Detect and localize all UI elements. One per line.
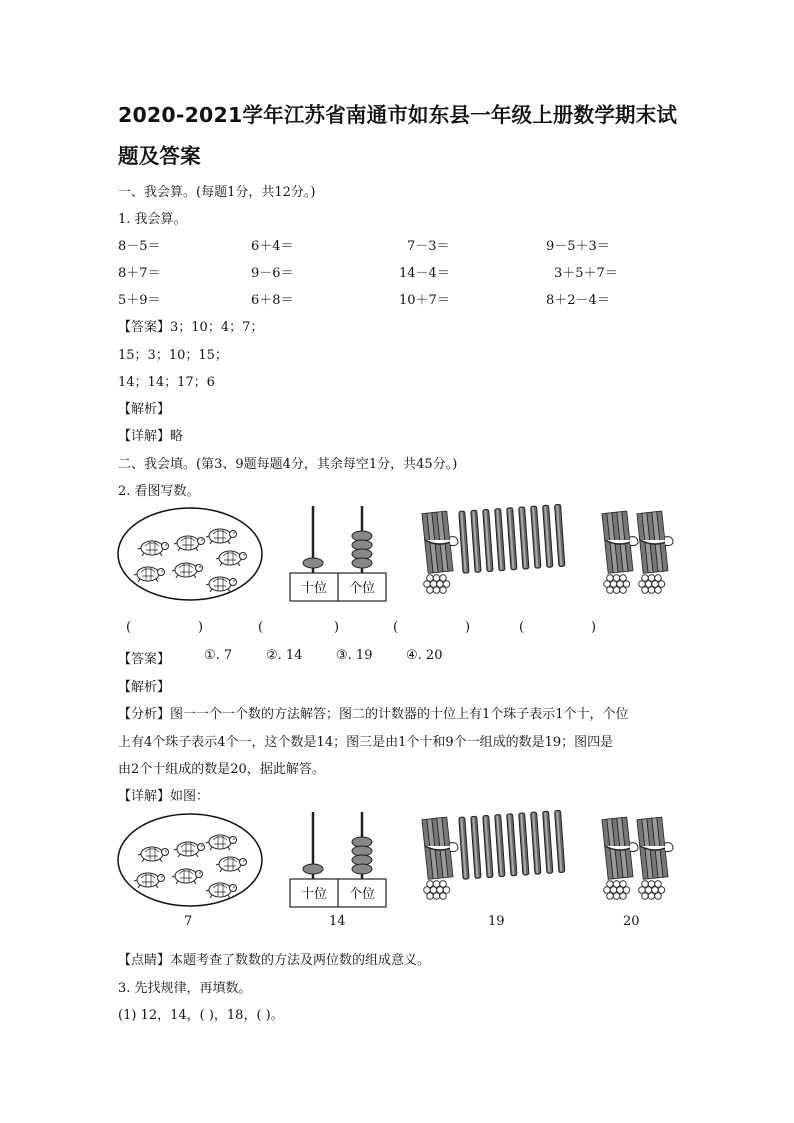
equation: 6＋8＝ xyxy=(251,293,294,308)
answer-line: 14；14；17；6 xyxy=(118,375,215,390)
question-1-label: 1. 我会算。 xyxy=(118,212,187,227)
equation: 6＋4＝ xyxy=(251,239,294,254)
detail-line xyxy=(118,785,209,804)
dianjing-tag: 【点睛】 xyxy=(118,953,171,968)
fenxi-line: 由2个十组成的数是20，据此解答。 xyxy=(118,762,325,777)
fenxi-line xyxy=(118,703,629,722)
abacus-label-tens: 十位 xyxy=(300,887,328,902)
abacus-label-ones: 个位 xyxy=(348,887,376,902)
answer-3: ③. 19 xyxy=(336,648,373,663)
figure-number-2: 14 xyxy=(329,914,346,929)
figure-number-1: 7 xyxy=(184,914,193,929)
section-1-heading: 一、我会算。(每题1分，共12分。) xyxy=(118,185,316,200)
figure-number-3: 19 xyxy=(488,914,505,929)
detail-tag: 【详解】 xyxy=(118,429,171,444)
equation: 9－6＝ xyxy=(251,266,294,281)
equation: 8＋7＝ xyxy=(118,266,161,281)
equation: 14－4＝ xyxy=(399,266,450,281)
answer-4: ④. 20 xyxy=(406,648,443,663)
figure-number-4: 20 xyxy=(623,914,640,929)
blank-1-left: ( xyxy=(126,620,132,635)
abacus-label-ones: 个位 xyxy=(348,581,376,596)
abacus-label-tens: 十位 xyxy=(300,581,328,596)
blank-1-right: ) xyxy=(198,620,204,635)
fenxi-text: 图一一个一个数的方法解答；图二的计数器的十位上有1个珠子表示1个十，个位 xyxy=(170,707,629,722)
fenxi-line: 上有4个珠子表示4个一，这个数是14；图三是由1个十和9个一组成的数是19；图四是 xyxy=(118,735,614,750)
fenxi-tag: 【分析】 xyxy=(118,707,171,722)
answer-1: ①. 7 xyxy=(204,648,233,663)
section-2-heading: 二、我会填。(第3、9题每题4分，其余每空1分，共45分。) xyxy=(118,457,458,472)
analysis-tag: 【解析】 xyxy=(118,402,171,417)
detail-tag: 【详解】 xyxy=(118,789,171,804)
question-3-line: (1) 12，14，( )，18，( )。 xyxy=(118,1008,284,1023)
answer-line xyxy=(118,316,263,335)
equation: 3＋5＋7＝ xyxy=(554,266,618,281)
detail-line xyxy=(118,425,183,444)
blank-3-right: ) xyxy=(465,620,471,635)
equation: 7－3＝ xyxy=(407,239,450,254)
equation: 8－5＝ xyxy=(118,239,161,254)
answer-tag: 【答案】 xyxy=(118,652,171,667)
blank-3-left: ( xyxy=(393,620,399,635)
answer-tag: 【答案】 xyxy=(118,320,171,335)
analysis-tag: 【解析】 xyxy=(118,680,171,695)
figure-row-solution xyxy=(110,806,690,916)
blank-2-left: ( xyxy=(258,620,264,635)
answer-text: 3；10；4；7； xyxy=(170,320,264,335)
blank-2-right: ) xyxy=(334,620,340,635)
equation: 9－5＋3＝ xyxy=(546,239,610,254)
page-title-continued: 题及答案 xyxy=(118,144,201,168)
question-2-label: 2. 看图写数。 xyxy=(118,484,200,499)
equation: 8＋2－4＝ xyxy=(546,293,610,308)
page-title: 2020-2021学年江苏省南通市如东县一年级上册数学期末试 xyxy=(118,103,678,127)
detail-text: 如图： xyxy=(170,789,210,804)
figure-row-question xyxy=(110,500,690,610)
detail-text: 略 xyxy=(170,429,184,444)
blank-4-left: ( xyxy=(519,620,525,635)
answer-line: 15；3；10；15； xyxy=(118,348,228,363)
dianjing-line xyxy=(118,949,430,968)
question-3-label: 3. 先找规律，再填数。 xyxy=(118,981,252,996)
answer-2: ②. 14 xyxy=(266,648,303,663)
dianjing-text: 本题考查了数数的方法及两位数的组成意义。 xyxy=(170,953,431,968)
equation: 10＋7＝ xyxy=(399,293,450,308)
equation: 5＋9＝ xyxy=(118,293,161,308)
blank-4-right: ) xyxy=(591,620,597,635)
